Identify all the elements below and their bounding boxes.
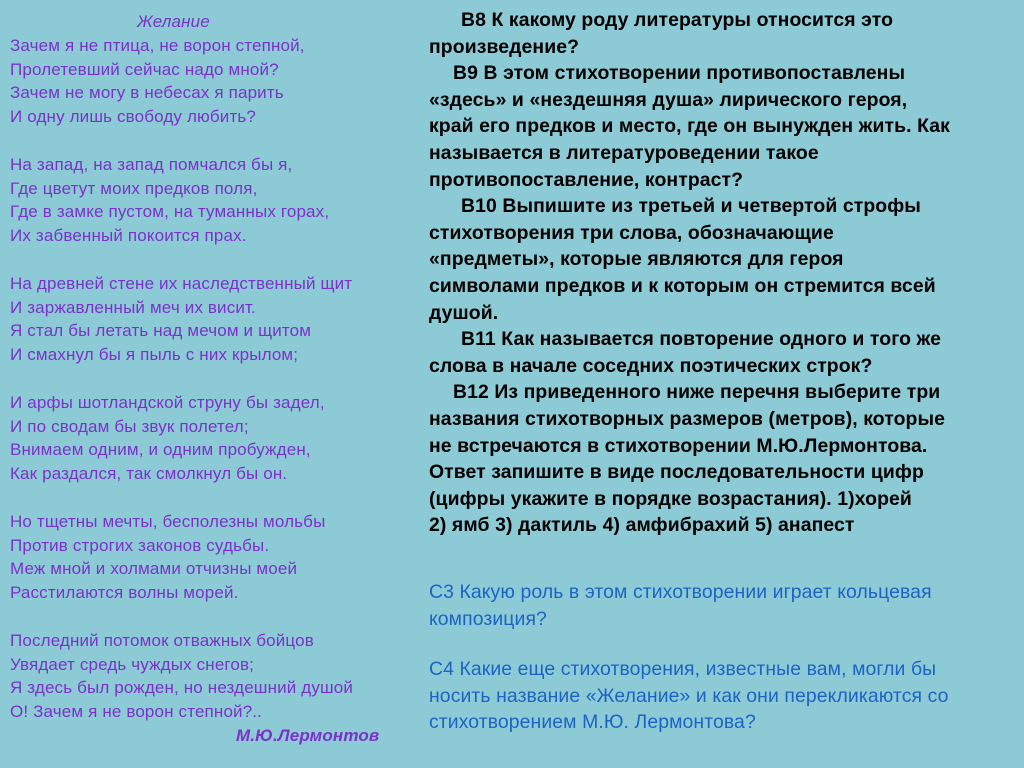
poem-line: Но тщетны мечты, бесполезны мольбы (10, 511, 326, 531)
question-line: стихотворения три слова, обозначающие (429, 221, 834, 244)
poem-stanza-2 (10, 153, 440, 248)
poem-author: М.Ю.Лермонтов (236, 725, 380, 745)
question-line: противопоставление, контраст? (429, 168, 744, 191)
question-line: B10 Выпишите из третьей и четвертой строфы (461, 195, 921, 218)
poem-stanza-3 (10, 272, 440, 367)
question-line: композиция? (429, 607, 547, 630)
question-line: B11 Как называется повторение одного и того же (461, 328, 942, 351)
question-line: носить название «Желание» и как они перекликаются со (429, 684, 949, 707)
poem-line: Их забвенный покоится прах. (10, 226, 247, 246)
question-line: С3 Какую роль в этом стихотворении играет кольцевая (429, 581, 932, 603)
question-line: Ответ запишите в виде последовательности цифр (429, 461, 924, 484)
poem-line: Против строгих законов судьбы. (10, 535, 270, 555)
question-line: «предметы», которые являются для героя (429, 248, 844, 271)
poem-line: Я здесь был рожден, но нездешний душой (10, 678, 354, 698)
question-line: «здесь» и «нездешняя душа» лирического героя, (429, 88, 908, 111)
question-line: 2) ямб 3) дактиль 4) амфибрахий 5) анапест (429, 514, 855, 537)
question-line: произведение? (429, 35, 580, 58)
b-questions-block (429, 7, 1024, 539)
poem-line: Пролетевший сейчас надо мной? (10, 59, 279, 79)
poem-line: Расстилаются волны морей. (10, 583, 239, 603)
question-line: край его предков и место, где он вынужден жить. Как (429, 115, 950, 138)
poem-stanza-6 (10, 629, 440, 724)
question-line: не встречаются в стихотворении М.Ю.Лермонтова. (429, 434, 928, 457)
poem-line: И заржавленный меч их висит. (10, 297, 256, 317)
poem-stanza-5 (10, 510, 440, 605)
poem-line: Где в замке пустом, на туманных горах, (10, 202, 330, 222)
poem-line: Внимаем одним, и одним пробужден, (10, 440, 311, 460)
question-line: (цифры укажите в порядке возрастания). 1)хорей (429, 487, 912, 510)
poem-line: Последний потомок отважных бойцов (10, 630, 314, 650)
poem-line: Где цветут моих предков поля, (10, 178, 258, 198)
poem-line: И одну лишь свободу любить? (10, 107, 256, 127)
poem-stanza-1 (10, 34, 440, 129)
poem-line: Я стал бы летать над мечом и щитом (10, 321, 312, 341)
poem-line: И смахнул бы я пыль с них крылом; (10, 345, 299, 365)
question-line: стихотворением М.Ю. Лермонтова? (429, 711, 756, 733)
question-line: B12 Из приведенного ниже перечня выберите три (453, 381, 941, 404)
c-questions-block (429, 579, 1024, 736)
poem-line: И арфы шотландской струну бы задел, (10, 392, 325, 412)
poem-line: Зачем не могу в небесах я парить (10, 83, 284, 103)
question-c4 (429, 656, 1024, 736)
poem-line: Меж мной и холмами отчизны моей (10, 559, 298, 579)
question-line: символами предков и к которым он стремится всей (429, 274, 936, 297)
poem-block (10, 10, 440, 748)
poem-line: Зачем я не птица, не ворон степной, (10, 35, 305, 55)
poem-line: И по сводам бы звук полетел; (10, 416, 249, 436)
poem-stanza-4 (10, 391, 440, 486)
question-line: называется в литературоведении такое (429, 141, 819, 164)
poem-line: На запад, на запад помчался бы я, (10, 154, 293, 174)
question-line: душой. (429, 301, 499, 324)
poem-line: О! Зачем я не ворон степной?.. (10, 702, 263, 722)
question-c3 (429, 579, 1024, 632)
poem-line: Увядает средь чуждых снегов; (10, 654, 255, 674)
poem-line: Как раздался, так смолкнул бы он. (10, 464, 288, 484)
question-line: слова в начале соседних поэтических строк? (429, 354, 873, 377)
question-line: названия стихотворных размеров (метров), которые (429, 407, 946, 430)
question-line: B9 В этом стихотворении противопоставлены (453, 62, 906, 85)
poem-line: На древней стене их наследственный щит (10, 273, 353, 293)
poem-title: Желание (137, 12, 210, 31)
question-line: B8 К какому роду литературы относится это (461, 9, 894, 31)
question-line: С4 Какие еще стихотворения, известные вам, могли бы (429, 658, 937, 680)
